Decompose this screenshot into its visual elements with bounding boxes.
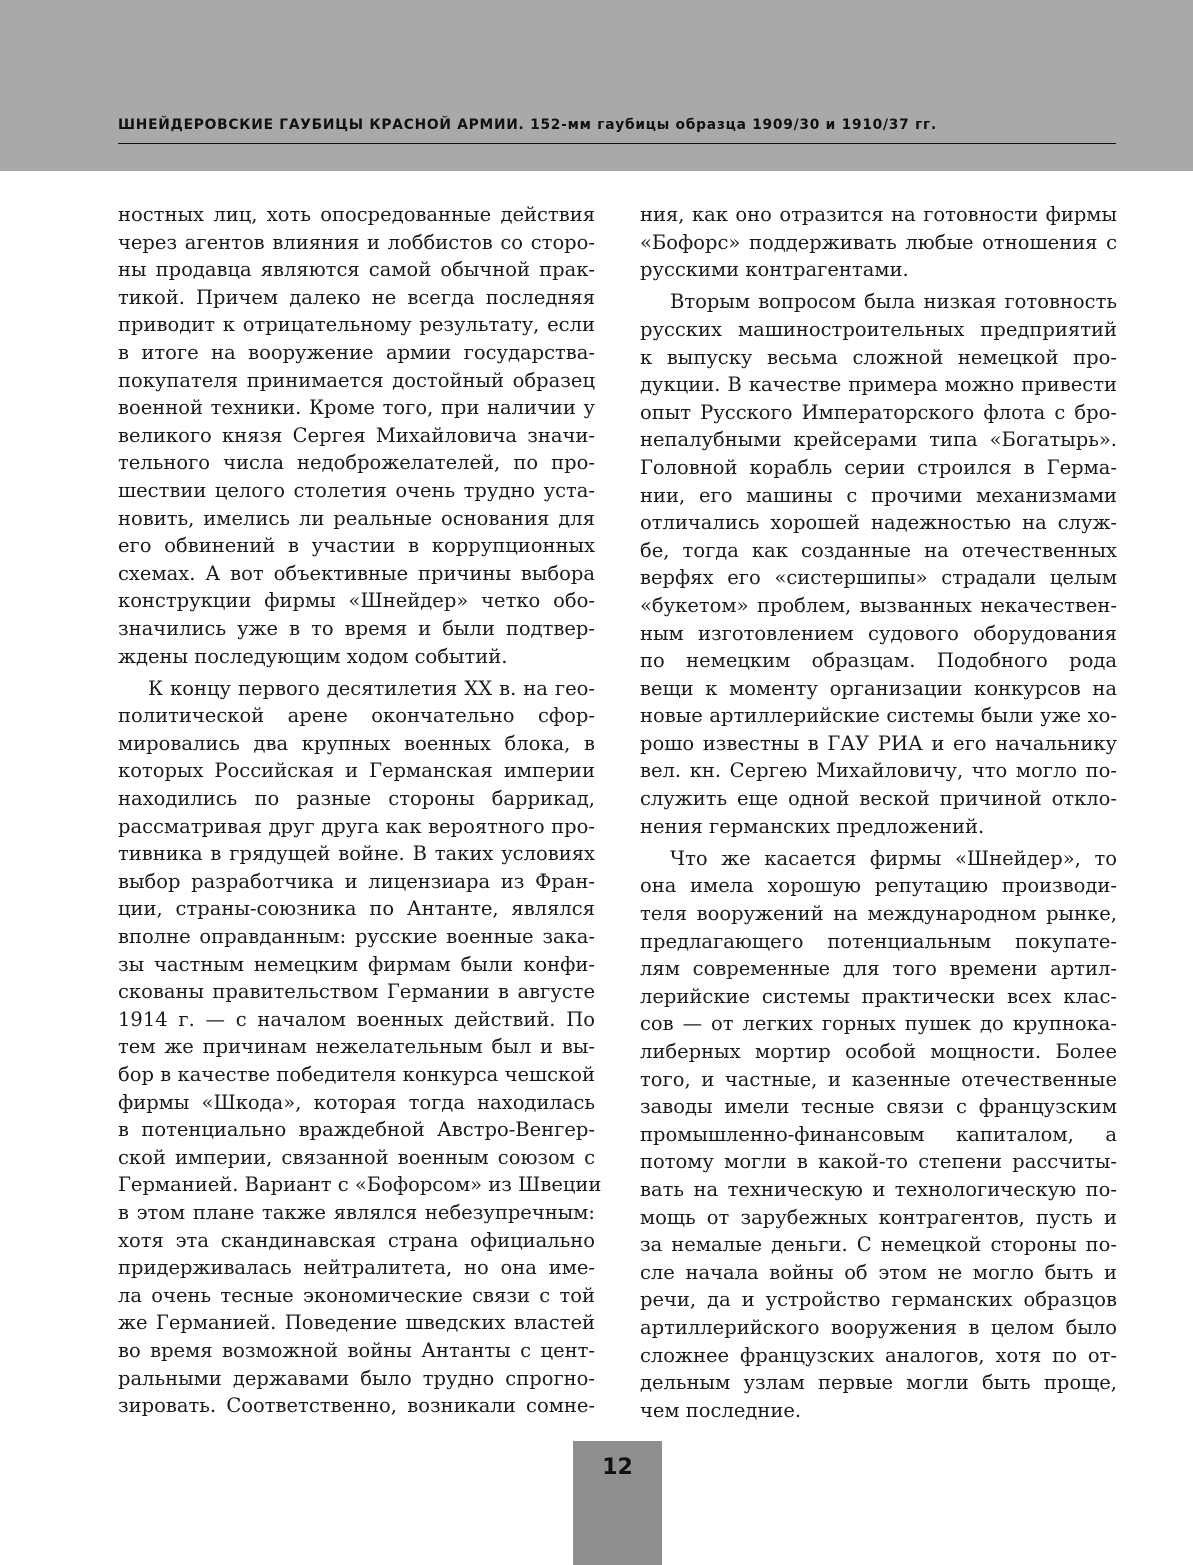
text-line: конструкции фирмы «Шнейдер» четко обо- (118, 589, 595, 613)
text-line: рошо известны в ГАУ РИА и его начальнику (640, 731, 1117, 755)
text-line: вещи к моменту организации конкурсов на (640, 676, 1117, 700)
text-line: Головной корабль серии строился в Герма- (640, 455, 1117, 479)
text-line: мощь от зарубежных контрагентов, пусть и (640, 1205, 1117, 1229)
text-line: русскими контрагентами. (640, 258, 909, 282)
running-title: ШНЕЙДЕРОВСКИЕ ГАУБИЦЫ КРАСНОЙ АРМИИ. 152-мм гаубицы образца 1909/30 и 1910/37 гг. (118, 117, 937, 133)
text-line: ции, страны-союзника по Антанте, являлся (118, 897, 595, 921)
text-line: шествии целого столетия очень трудно уста- (118, 478, 595, 502)
text-line: которых Российская и Германская империи (118, 759, 595, 783)
text-line: служить еще одной веской причиной откло- (640, 787, 1117, 811)
text-line: 1914 г. — с началом военных действий. По (118, 1007, 595, 1031)
text-line: опыт Русского Императорского флота с бро- (640, 400, 1117, 424)
page-number-tab (573, 1441, 662, 1565)
text-line: нии, его машины с прочими механизмами (640, 483, 1117, 507)
text-line: схемах. А вот объективные причины выбора (118, 561, 595, 585)
text-line: потому могли в какой-то степени рассчиты- (640, 1150, 1117, 1174)
text-line: промышленно-финансовым капиталом, а (640, 1122, 1117, 1146)
text-line: бе, тогда как созданные на отечественных (640, 538, 1117, 562)
text-line: новые артиллерийские системы были уже хо- (640, 704, 1117, 728)
text-line: сле начала войны об этом не могло быть и (640, 1260, 1117, 1284)
text-line: мировались два крупных военных блока, в (118, 731, 595, 755)
text-line: ния, как оно отразится на готовности фирмы (640, 203, 1117, 226)
text-line: его обвинений в участии в коррупционных (118, 534, 595, 558)
text-line: сложнее французских аналогов, хотя по от- (640, 1343, 1117, 1367)
text-line: значились уже в то время и были подтвер- (118, 616, 595, 640)
text-line: русских машиностроительных предприятий (640, 317, 1117, 341)
text-line: зировать. Соответственно, возникали сомне- (118, 1394, 595, 1418)
text-line: теля вооружений на международном рынке, (640, 902, 1117, 926)
text-line: речи, да и устройство германских образцов (640, 1288, 1117, 1312)
text-line: бор в качестве победителя конкурса чешской (118, 1063, 595, 1086)
text-line: лерийские системы практически всех клас- (640, 984, 1117, 1008)
text-line: ностных лиц, хоть опосредованные действия (118, 203, 595, 226)
text-line: сов — от легких горных пушек до крупнока- (640, 1012, 1117, 1036)
text-column-right (640, 201, 1117, 1424)
text-line: придерживалась нейтралитета, но она име- (118, 1256, 595, 1280)
text-line: ждены последующим ходом событий. (118, 644, 508, 668)
text-line: непалубными крейсерами типа «Богатырь». (640, 428, 1117, 452)
text-line: лям современные для того времени артил- (640, 957, 1117, 981)
text-line: рассматривая друг друга как вероятного про- (118, 814, 595, 838)
text-line: «Бофорс» поддерживать любые отношения с (640, 230, 1117, 254)
paragraph-first-line: Вторым вопросом была низкая готовность (670, 290, 1117, 314)
text-line: предлагающего потенциальным покупате- (640, 929, 1117, 953)
text-line: нения германских предложений. (640, 814, 985, 838)
text-line: ны продавца являются самой обычной прак- (118, 258, 595, 282)
text-line: дукции. В качестве примера можно привести (640, 373, 1117, 397)
paragraph-first-line: Что же касается фирмы «Шнейдер», то (670, 846, 1117, 870)
text-line: чем последние. (640, 1398, 802, 1422)
text-line: верфях его «систершипы» страдали целым (640, 566, 1117, 590)
text-line: ным изготовлением судового оборудования (640, 621, 1117, 645)
text-line: великого князя Сергея Михайловича значи- (118, 423, 595, 447)
text-line: находились по разные стороны баррикад, (118, 787, 595, 811)
text-line: «букетом» проблем, вызванных некачествен- (640, 593, 1117, 617)
text-line: в итоге на вооружение армии государства- (118, 340, 595, 364)
text-line: через агентов влияния и лоббистов со сторо- (118, 230, 595, 254)
text-line: артиллерийского вооружения в целом было (640, 1315, 1117, 1339)
text-line: Германией. Вариант с «Бофорсом» из Швеции (118, 1173, 602, 1197)
text-line: военной техники. Кроме того, при наличии у (118, 396, 595, 420)
text-line: вел. кн. Сергею Михайловичу, что могло по- (640, 759, 1117, 783)
running-title-rule (118, 143, 1116, 144)
text-line: тельного числа недоброжелателей, по про- (118, 451, 595, 475)
text-line: в потенциально враждебной Австро-Венгер- (118, 1118, 595, 1142)
text-line: покупателя принимается достойный образец (118, 368, 595, 392)
text-line: отличались хорошей надежностью на служ- (640, 511, 1117, 535)
header-band (0, 0, 1193, 171)
text-line: выбор разработчика и лицензиара из Фран- (118, 869, 595, 893)
text-line: она имела хорошую репутацию производи- (640, 874, 1117, 898)
text-line: ской империи, связанной военным союзом с (118, 1145, 595, 1169)
text-line: зы частным немецким фирмам были конфи- (118, 952, 595, 976)
text-line: того, и частные, и казенные отечественные (640, 1067, 1117, 1091)
text-line: ла очень тесные экономические связи с той (118, 1283, 595, 1307)
text-line: по немецким образцам. Подобного рода (640, 649, 1117, 673)
text-line: либерных мортир особой мощности. Более (640, 1040, 1117, 1063)
text-line: хотя эта скандинавская страна официально (118, 1228, 595, 1252)
text-line: дельным узлам первые могли быть проще, (640, 1371, 1117, 1395)
text-line: вполне оправданным: русские военные зака- (118, 925, 595, 949)
text-line: за немалые деньги. С немецкой стороны по- (640, 1233, 1117, 1257)
text-line: в этом плане также являлся небезупречным: (118, 1200, 595, 1224)
text-line: приводит к отрицательному результату, если (118, 313, 595, 337)
text-line: же Германией. Поведение шведских властей (118, 1311, 595, 1335)
text-line: заводы имели тесные связи с французским (640, 1095, 1117, 1119)
text-column-left (118, 201, 602, 1420)
text-line: вать на техническую и технологическую по- (640, 1177, 1117, 1201)
text-line: к выпуску весьма сложной немецкой про- (640, 345, 1117, 369)
text-line: фирмы «Шкода», которая тогда находилась (118, 1090, 595, 1114)
paragraph-first-line: К концу первого десятилетия XX в. на гео- (148, 676, 595, 700)
text-line: политической арене окончательно сфор- (118, 704, 595, 728)
text-line: тикой. Причем далеко не всегда последняя (118, 285, 595, 309)
text-line: ральными державами было трудно спрогно- (118, 1366, 595, 1390)
text-line: тем же причинам нежелательным был и вы- (118, 1035, 595, 1059)
text-line: скованы правительством Германии в августе (118, 980, 595, 1004)
text-line: во время возможной войны Антанты с цент- (118, 1338, 595, 1362)
page-number: 12 (602, 1455, 633, 1480)
text-line: новить, имелись ли реальные основания для (118, 506, 595, 530)
text-line: тивника в грядущей войне. В таких условиях (118, 842, 595, 866)
